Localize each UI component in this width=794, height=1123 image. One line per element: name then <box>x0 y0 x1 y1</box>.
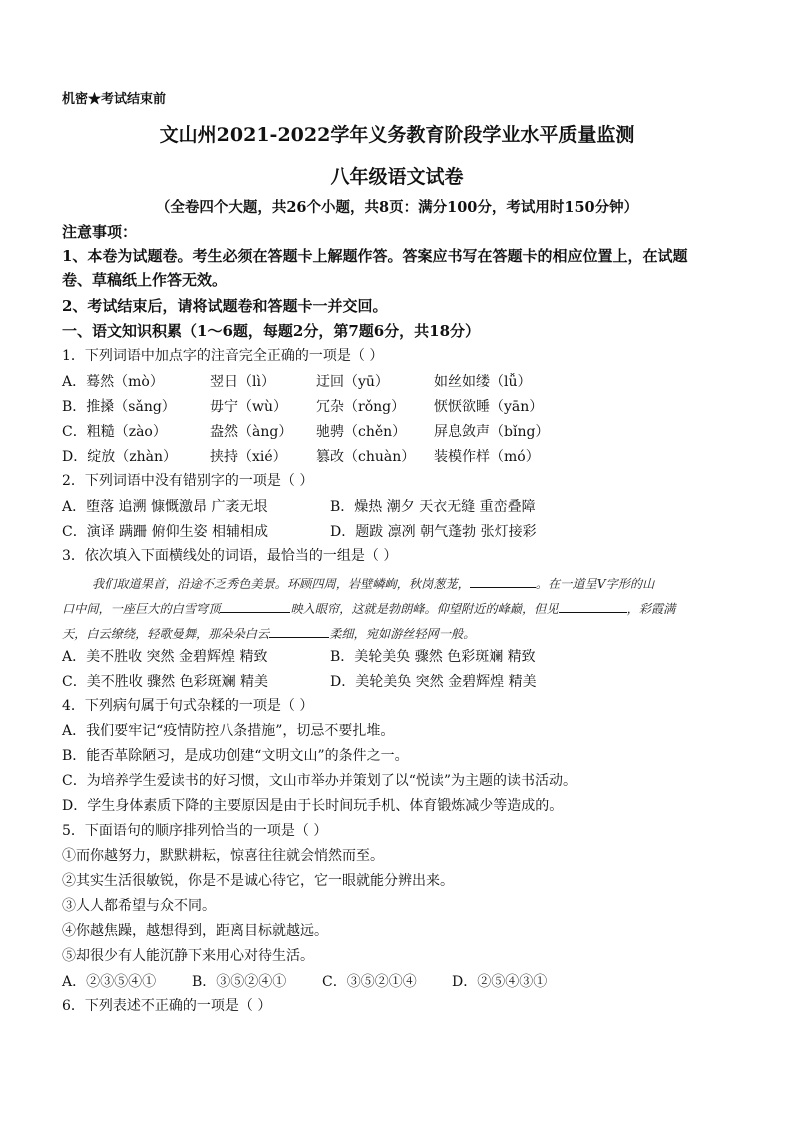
notice-heading: 注意事项： <box>62 223 138 241</box>
q5-stem: 5．下面语句的顺序排列恰当的一项是（ ） <box>62 823 328 839</box>
q2-option-row-2-col-2: D．题跋 凛冽 朝气蓬勃 张灯接彩 <box>330 524 537 540</box>
q5-sentence-2: ②其实生活很敏锐，你是不是诚心待它，它一眼就能分辨出来。 <box>62 873 454 889</box>
q1-option-row-3-col-3: 驰骋（chěn） <box>316 424 407 440</box>
q4-option-c: C．为培养学生爱读书的好习惯，文山市举办并策划了以“悦读”为主题的读书活动。 <box>62 773 578 789</box>
q5-choice-b: B．③⑤②④① <box>192 974 287 990</box>
q1-stem: 1．下列词语中加点字的注音完全正确的一项是（ ） <box>62 348 384 364</box>
q2-option-row-2-col-1: C．演译 蹒跚 俯仰生姿 相辅相成 <box>62 524 269 540</box>
q1-option-row-4-col-1: D．绽放（zhàn） <box>62 449 177 465</box>
q2-option-row-1-col-1: A．堕落 追溯 慷慨激昂 广袤无垠 <box>62 499 268 515</box>
q3-option-row-1-col-1: A．美不胜收 突然 金碧辉煌 精致 <box>62 649 268 665</box>
q1-option-row-2-col-4: 恹恹欲睡（yān） <box>434 399 544 415</box>
q2-option-row-1-col-2: B．燥热 潮夕 天衣无缝 重峦叠障 <box>330 499 536 515</box>
exam-title: 文山州2021-2022学年义务教育阶段学业水平质量监测 <box>159 124 635 146</box>
q5-sentence-1: ①而你越努力，默默耕耘，惊喜往往就会悄然而至。 <box>62 848 384 864</box>
blank-4 <box>269 623 329 638</box>
exam-info: （全卷四个大题，共26个小题，共8页：满分100分，考试用时150分钟） <box>155 199 639 216</box>
q3-passage-line-1: 我们取道果首，沿途不乏秀色美景。环顾四周，岩壁嶙峋，秋岗葱茏， 。在一道呈V字形的山 <box>92 573 654 594</box>
q3-passage-line-3: 天，白云缭绕，轻歌曼舞，那朵朵白云 柔细，宛如游丝轻网一般。 <box>62 623 475 644</box>
q3-option-row-2-col-1: C．美不胜收 骤然 色彩斑斓 精美 <box>62 674 269 690</box>
q3-option-row-1-col-2: B．美轮美奂 骤然 色彩斑斓 精致 <box>330 649 536 665</box>
q5-sentence-3: ③人人都希望与众不同。 <box>62 898 216 914</box>
q1-option-row-2-col-3: 冗杂（rǒng） <box>316 399 406 415</box>
q3-passage-line-2: 口中间，一座巨大的白雪穹顶 映入眼帘，这就是勃朗峰。仰望附近的峰巅，但见 ，彩霞满 <box>62 598 675 619</box>
blank-1 <box>470 573 536 588</box>
q1-option-row-1-col-2: 翌日（lì） <box>210 374 275 390</box>
section-1-heading: 一、语文知识积累（1～6题，每题2分，第7题6分，共18分） <box>62 322 481 340</box>
q1-option-row-3-col-4: 屏息敛声（bǐng） <box>434 424 550 440</box>
q4-option-d: D．学生身体素质下降的主要原因是由于长时间玩手机、体育锻炼减少等造成的。 <box>62 798 564 814</box>
q1-option-row-3-col-1: C．粗糙（zào） <box>62 424 167 440</box>
notice-item-1-line-1: 1、本卷为试题卷。考生必须在答题卡上解题作答。答案应书写在答题卡的相应位置上，在试题 <box>62 247 688 265</box>
q1-option-row-4-col-4: 装模作样（mó） <box>434 449 540 465</box>
q1-option-row-3-col-2: 盎然（àng） <box>210 424 293 440</box>
q1-option-row-4-col-3: 篡改（chuàn） <box>316 449 416 465</box>
q5-sentence-4: ④你越焦躁，越想得到，距离目标就越远。 <box>62 923 328 939</box>
blank-3 <box>559 598 627 613</box>
notice-item-2: 2、考试结束后，请将试题卷和答题卡一并交回。 <box>62 297 388 315</box>
notice-item-1-line-2: 卷、草稿纸上作答无效。 <box>62 271 228 289</box>
q4-option-b: B．能否革除陋习，是成功创建“文明文山”的条件之一。 <box>62 748 409 764</box>
q2-stem: 2．下列词语中没有错别字的一项是（ ） <box>62 473 314 489</box>
q1-option-row-2-col-1: B．推搡（sǎng） <box>62 399 176 415</box>
confidential-label: 机密★考试结束前 <box>62 92 167 107</box>
q1-option-row-1-col-4: 如丝如缕（lǚ） <box>434 374 532 390</box>
q5-choice-c: C．③⑤②①④ <box>322 974 417 990</box>
q4-option-a: A．我们要牢记“疫情防控八条措施”，切忌不要扎堆。 <box>62 723 395 739</box>
q6-stem: 6．下列表述不正确的一项是（ ） <box>62 998 272 1014</box>
q5-choice-d: D．②⑤④③① <box>452 974 548 990</box>
q4-stem: 4．下列病句属于句式杂糅的一项是（ ） <box>62 698 314 714</box>
paper-title: 八年级语文试卷 <box>330 166 464 188</box>
q1-option-row-1-col-1: A．蓦然（mò） <box>62 374 164 390</box>
q1-option-row-2-col-2: 毋宁（wù） <box>210 399 287 415</box>
q5-sentence-5: ⑤却很少有人能沉静下来用心对待生活。 <box>62 948 314 964</box>
q1-option-row-1-col-3: 迂回（yū） <box>316 374 389 390</box>
q3-option-row-2-col-2: D．美轮美奂 突然 金碧辉煌 精美 <box>330 674 537 690</box>
q3-stem: 3．依次填入下面横线处的词语，最恰当的一组是（ ） <box>62 548 398 564</box>
blank-2 <box>220 598 290 613</box>
q5-choice-a: A．②③⑤④① <box>62 974 157 990</box>
q1-option-row-4-col-2: 挟持（xié） <box>210 449 287 465</box>
